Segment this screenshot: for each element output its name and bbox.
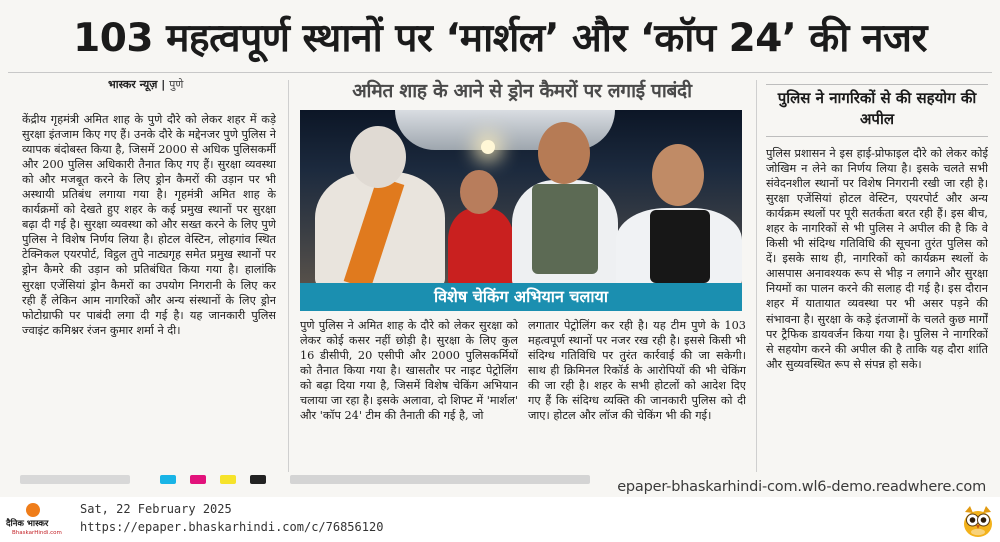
watermark-text: epaper-bhaskarhindi-com.wl6-demo.readwhere.com (617, 479, 986, 495)
sun-logo-icon (26, 503, 40, 517)
article-url[interactable]: https://epaper.bhaskarhindi.com/c/76856120 (80, 520, 384, 534)
byline (108, 77, 183, 92)
byline-city: पुणे (169, 78, 184, 91)
photo-caption-band: विशेष चेकिंग अभियान चलाया (300, 283, 742, 311)
logo-wordmark: दैनिक भास्कर (6, 519, 49, 529)
person-head (652, 144, 704, 206)
page-headline: 103 महत्वपूर्ण स्थानों पर ‘मार्शल’ और ‘कॉप 24’ की नजर (73, 16, 927, 61)
headline-rule (8, 72, 992, 73)
center-column-a-text: पुणे पुलिस ने अमित शाह के दौरे को लेकर सुरक्षा को लेकर कोई कसर नहीं छोड़ी है। सुरक्षा के लिए कुल 16 डीसीपी, 20 एसीपी और 2000 पुलिसकर्मियों को तैनात किया गया है। खासतौर पर नाइट पेट्रोलिंग को बढ़ा दिया गया है, जिसमें विशेष चेकिंग अभियान चलाया जा रहा है। इसके अलावा, दो शिफ्ट में 'मार्शल' और 'कॉप 24' टीम की तैनाती की गई है, जो (300, 319, 518, 423)
center-subheadline: अमित शाह के आने से ड्रोन कैमरों पर लगाई पाबंदी (352, 80, 692, 102)
person-head (350, 126, 406, 188)
light-glow (481, 140, 495, 154)
person-vest (532, 184, 598, 274)
side-rule-bottom (766, 136, 988, 137)
byline-separator: | (157, 78, 170, 91)
person-vest (650, 210, 710, 283)
left-column-text: केंद्रीय गृहमंत्री अमित शाह के पुणे दौरे को लेकर शहर में कड़े सुरक्षा इंतजाम किए गए हैं। उनके दौरे के मद्देनजर पुणे पुलिस ने व्यापक बंदोबस्त किया है, जिसमें 2000 से अधिक पुलिसकर्मी और 200 पुलिस अधिकारी तैनात किए गए हैं। सुरक्षा व्यवस्था को और मजबूत करने के लिए ड्रोन कैमरों की उड़ान पर भी अस्थायी प्रतिबंध लगाया गया है। गृहमंत्री अमित शाह के कार्यक्रमों को देखते हुए शहर के कई प्रमुख स्थानों पर सुरक्षा बढ़ा दी गई है। सुरक्षा व्यवस्था को और सख्त करने के लिए पुणे पुलिस ने विशेष निर्णय लिया है। होटल वेस्टिन, लोहगांव स्थित टेक्निकल एयरपोर्ट, विट्ठल तुपे नाट्यगृह समेत प्रमुख स्थानों पर ड्रोन कैमरे की उड़ान को प्रतिबंधित किया गया है। हालांकि सुरक्षा एजेंसियां ड्रोन कैमरों का उपयोग निगरानी के लिए कर रही हैं लेकिन आम नागरिकों और अन्य संस्थानों के लिए ड्रोन फोटोग्राफी पर पाबंदी लगा दी गई है। यह जानकारी पुलिस ज्वाइंट कमिश्नर रंजन कुमार शर्मा ने दी। (22, 113, 276, 337)
byline-source: भास्कर न्यूज़ (108, 78, 158, 91)
side-rule-top (766, 84, 988, 85)
publication-date: Sat, 22 February 2025 (80, 502, 232, 516)
right-column-title: पुलिस ने नागरिकों से की सहयोग की अपील (777, 89, 977, 128)
column-divider (756, 80, 757, 472)
person-head (460, 170, 498, 214)
owl-mascot-icon (962, 503, 994, 538)
center-column-b-text: लगातार पेट्रोलिंग कर रही है। यह टीम पुणे के 103 महत्वपूर्ण स्थानों पर नजर रख रही है। इससे किसी भी संदिग्ध गतिविधि पर तुरंत कार्रवाई की जा सकेगी। साथ ही क्रिमिनल रिकॉर्ड के आरोपियों की भी चेकिंग की जा रही है। शहर के सभी होटलों को आदेश दिए गए हैं कि संदिग्ध व्यक्ति की जानकारी पुलिस को दी जाए। होटल और लॉज की चेकिंग भी की गई। (528, 319, 746, 423)
logo-subtext: BhaskarHindi.com (12, 530, 62, 536)
person-figure (448, 208, 514, 283)
right-column-text: पुलिस प्रशासन ने इस हाई-प्रोफाइल दौरे को लेकर कोई जोखिम न लेने का निर्णय लिया है। इसके चलते सभी संवेदनशील स्थानों पर विशेष निगरानी रखी जा रही है। सुरक्षा एजेंसियां होटल वेस्टिन, एयरपोर्ट और अन्य कार्यक्रम स्थलों पर पूरी सतर्कता बरत रही हैं। इस बीच, शहर के नागरिकों से भी पुलिस ने अपील की है कि वे किसी भी संदिग्ध गतिविधि की सूचना तुरंत पुलिस को दें। इसके साथ ही, नागरिकों को कार्यक्रम स्थलों के आसपास अनावश्यक रूप से भीड़ न लगाने और सुरक्षा नियमों का पालन करने की सलाह दी गई है। इस दौरान शहर में यातायात व्यवस्था पर भी असर पड़ने की संभावना है। सुरक्षा के कड़े इंतजामों के चलते कुछ मार्गों पर ट्रैफिक डायवर्जन किया गया है। पुलिस ने नागरिकों से सहयोग करने की अपील की है ताकि यह दौरा शांति और सुव्यवस्थित रूप से संपन्न हो सके। (766, 147, 988, 371)
column-divider (288, 80, 289, 472)
person-head (538, 122, 590, 184)
news-photo (300, 110, 742, 283)
publisher-logo[interactable] (6, 503, 62, 537)
